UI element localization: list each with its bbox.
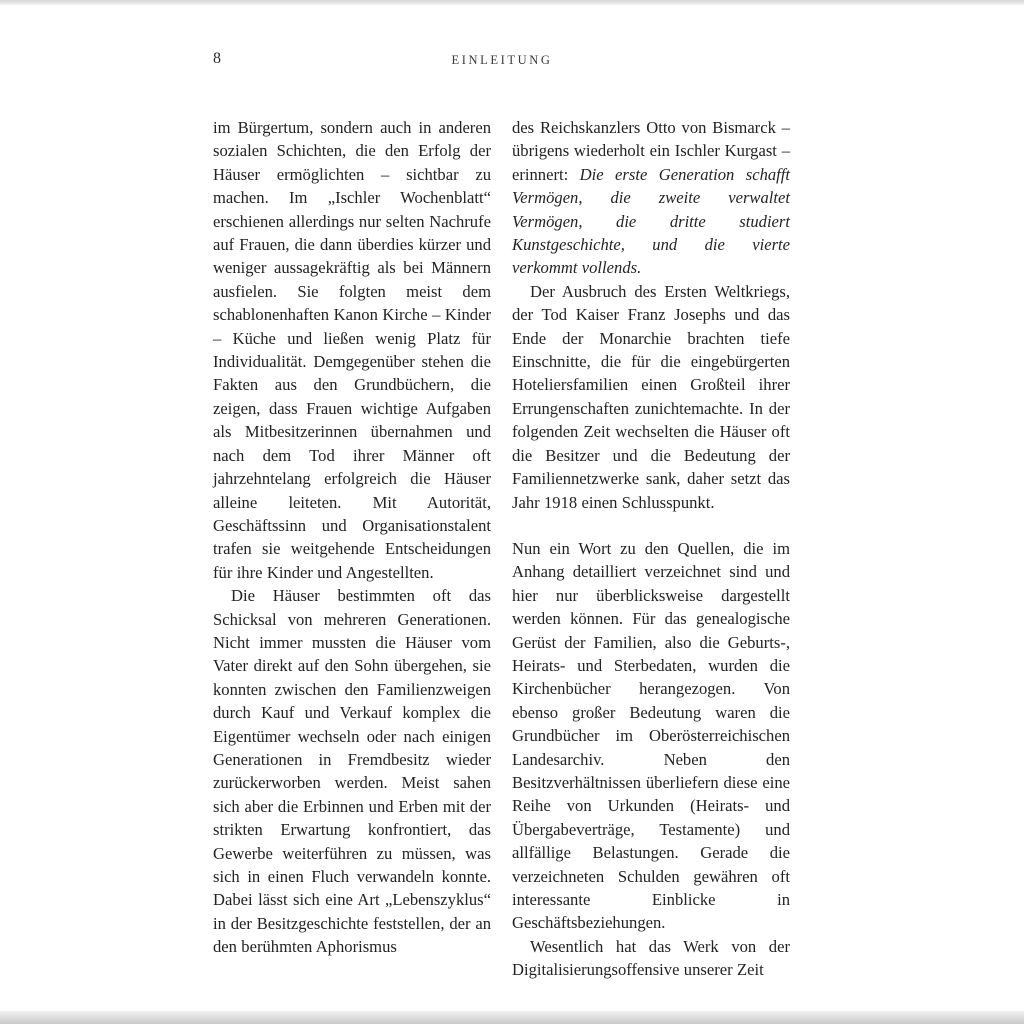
text-segment: Nun ein Wort zu den Quellen, die im Anhang detailliert verzeichnet sind und hier nur überblicksweise dargestellt werden können. Für das genealogische Gerüst der Familien, also die Geburts-, Heirats- und Sterbedaten, wurden die Kirchenbücher herangezogen. Von ebenso großer Bedeutung waren die Grundbücher im Oberösterreichischen Landesarchiv. Neben den Besitzverhältnissen überliefern diese eine Reihe von Urkunden (Heirats- und Übergabeverträge, Testamente) und allfällige Belastungen. Gerade die verzeichneten Schulden gewähren oft interessante Einblicke in Geschäftsbeziehungen. xyxy=(512,538,790,933)
paragraph xyxy=(213,584,491,959)
scan-edge-bottom xyxy=(0,1011,1024,1024)
chapter-header: EINLEITUNG xyxy=(451,53,553,67)
paragraph xyxy=(512,935,790,982)
italic-text-segment: Die erste Generation schafft Vermögen, die zweite verwaltet Vermögen, die dritte studiert Kunstgeschichte, und die vierte verkommt vollends. xyxy=(512,164,791,278)
page-number: 8 xyxy=(213,50,221,67)
text-segment: des Reichskanzlers Otto von Bismarck – übrigens wiederholt ein Ischler Kurgast – erinnert: xyxy=(512,118,790,184)
text-column-left xyxy=(213,116,491,982)
paragraph xyxy=(512,537,790,935)
paragraph xyxy=(213,116,491,584)
paragraph xyxy=(512,116,790,280)
text-segment: Der Ausbruch des Ersten Weltkriegs, der Tod Kaiser Franz Josephs und das Ende der Monarchie brachten tiefe Einschnitte, die für die eingebürgerten Hoteliersfamilien einen Großteil ihrer Errungenschaften zunichtemachte. In der folgenden Zeit wechselten die Häuser oft die Besitzer und die Bedeutung der Familiennetzwerke sank, daher setzt das Jahr 1918 einen Schlusspunkt. xyxy=(512,281,790,512)
text-segment: Wesentlich hat das Werk von der Digitalisierungsoffensive unserer Zeit xyxy=(512,936,790,980)
running-head xyxy=(213,50,791,70)
scan-edge-top xyxy=(0,0,1024,5)
text-segment: Die Häuser bestimmten oft das Schicksal von mehreren Generationen. Nicht immer mussten die Häuser vom Vater direkt auf den Sohn übergehen, sie konnten zwischen den Familienzweigen durch Kauf und Verkauf komplex die Eigentümer wechseln oder nach einigen Generationen in Fremdbesitz wieder zurückerworben werden. Meist sahen sich aber die Erbinnen und Erben mit der strikten Erwartung konfrontiert, das Gewerbe weiterführen zu müssen, was sich in einen Fluch verwandeln konnte. Dabei lässt sich eine Art „Lebenszyklus“ in der Besitzgeschichte feststellen, der an den berühmten Aphorismus xyxy=(213,586,491,957)
text-column-right xyxy=(512,116,790,982)
paragraph xyxy=(512,280,790,514)
text-segment: im Bürgertum, sondern auch in anderen sozialen Schichten, die den Erfolg der Häuser ermöglichten – sichtbar zu machen. Im „Ischler Wochenblatt“ erschienen allerdings nur selten Nachrufe auf Frauen, die dann überdies kürzer und weniger aussagekräftig als bei Männern ausfielen. Sie folgten meist dem schablonenhaften Kanon Kirche – Kinder – Küche und ließen wenig Platz für Individualität. Demgegenüber stehen die Fakten aus den Grundbüchern, die zeigen, dass Frauen wichtige Aufgaben als Mitbesitzerinnen übernahmen und nach dem Tod ihrer Männer oft jahrzehntelang erfolgreich die Häuser alleine leiteten. Mit Autorität, Geschäftssinn und Organisationstalent trafen sie weitgehende Entscheidungen für ihre Kinder und Angestellten. xyxy=(213,118,491,582)
text-block xyxy=(213,116,791,982)
